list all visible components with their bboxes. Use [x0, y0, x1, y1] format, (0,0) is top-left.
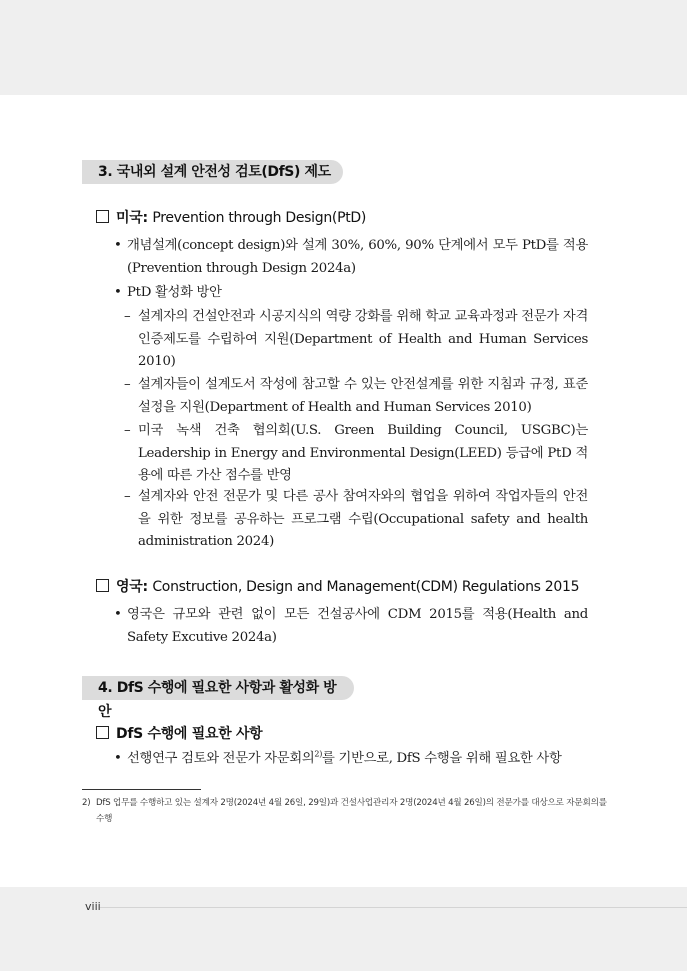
sub-list-item	[124, 486, 588, 554]
list-item-text: 개념설계(concept design)와 설계 30%, 60%, 90% 단계에서 모두 PtD를 적용(Prevention through Design 2024a)	[127, 238, 588, 276]
dash-icon: –	[124, 423, 131, 438]
bullet-icon: •	[114, 285, 122, 300]
list-item-text-post: 를 기반으로, DfS 수행을 위해 필요한 사항	[322, 751, 562, 766]
subsection-title-en: Construction, Design and Management(CDM) Regulations 2015	[152, 579, 580, 595]
list-item	[114, 604, 588, 649]
list-item-text: PtD 활성화 방안	[127, 285, 222, 300]
subsection-us	[96, 207, 366, 227]
sub-list-item	[124, 374, 588, 419]
list-item	[114, 748, 588, 771]
page-number: viii	[85, 900, 101, 913]
bullet-icon: •	[114, 751, 122, 766]
subsection-title: DfS 수행에 필요한 사항	[116, 726, 263, 742]
subsection-title-en: Prevention through Design(PtD)	[152, 210, 367, 226]
list-item	[114, 282, 588, 305]
sub-list-item-text: 설계자의 건설안전과 시공지식의 역량 강화를 위해 학교 교육과정과 전문가 자격 인증제도를 수립하여 지원(Department of Health and Human Services 2010)	[138, 309, 588, 369]
subsection-uk	[96, 576, 579, 596]
dash-icon: –	[124, 377, 131, 392]
sub-list-item	[124, 306, 588, 374]
checkbox-square-icon	[96, 210, 109, 223]
dash-icon: –	[124, 489, 131, 504]
subsection-title: 영국:	[116, 579, 148, 595]
checkbox-square-icon	[96, 726, 109, 739]
section-heading: 3. 국내외 설계 안전성 검토(DfS) 제도	[82, 160, 343, 184]
sub-list-item-text: 설계자들이 설계도서 작성에 참고할 수 있는 안전설계를 위한 지침과 규정, 표준 설정을 지원(Department of Health and Human Services 2010)	[138, 377, 588, 415]
list-item	[114, 235, 588, 280]
list-item-text	[127, 748, 588, 771]
sub-list-item	[124, 420, 588, 488]
footer-band	[0, 887, 687, 971]
checkbox-square-icon	[96, 579, 109, 592]
footer-divider	[100, 907, 687, 908]
subsection-title: 미국:	[116, 210, 148, 226]
footnote-divider	[82, 789, 201, 790]
bullet-icon: •	[114, 607, 122, 622]
header-band	[0, 0, 687, 95]
section-heading: 4. DfS 수행에 필요한 사항과 활성화 방안	[82, 676, 354, 700]
sub-list-item-text: 설계자와 안전 전문가 및 다른 공사 참여자와의 협업을 위하여 작업자들의 안전을 위한 정보를 공유하는 프로그램 수립(Occupational safety and health administration 2024)	[138, 489, 588, 549]
list-item-text: 영국은 규모와 관련 없이 모든 건설공사에 CDM 2015를 적용(Health and Safety Excutive 2024a)	[127, 607, 588, 645]
footnote-reference[interactable]: 2)	[314, 749, 323, 759]
dash-icon: –	[124, 309, 131, 324]
sub-list-item-text: 미국 녹색 건축 협의회(U.S. Green Building Council, USGBC)는 Leadership in Energy and Environmental Design(LEED) 등급에 PtD 적용에 따른 가산 점수를 반영	[138, 423, 588, 483]
footnote-marker: 2)	[82, 798, 91, 808]
subsection-dfs-needs	[96, 723, 262, 743]
footnote	[82, 795, 612, 827]
list-item-text-pre: 선행연구 검토와 전문가 자문회의	[127, 751, 315, 766]
bullet-icon: •	[114, 238, 122, 253]
footnote-text: DfS 업무를 수행하고 있는 설계자 2명(2024년 4월 26일, 29일)과 건설사업관리자 2명(2024년 4월 26일)의 전문가를 대상으로 자문회의를 수행	[96, 798, 607, 824]
